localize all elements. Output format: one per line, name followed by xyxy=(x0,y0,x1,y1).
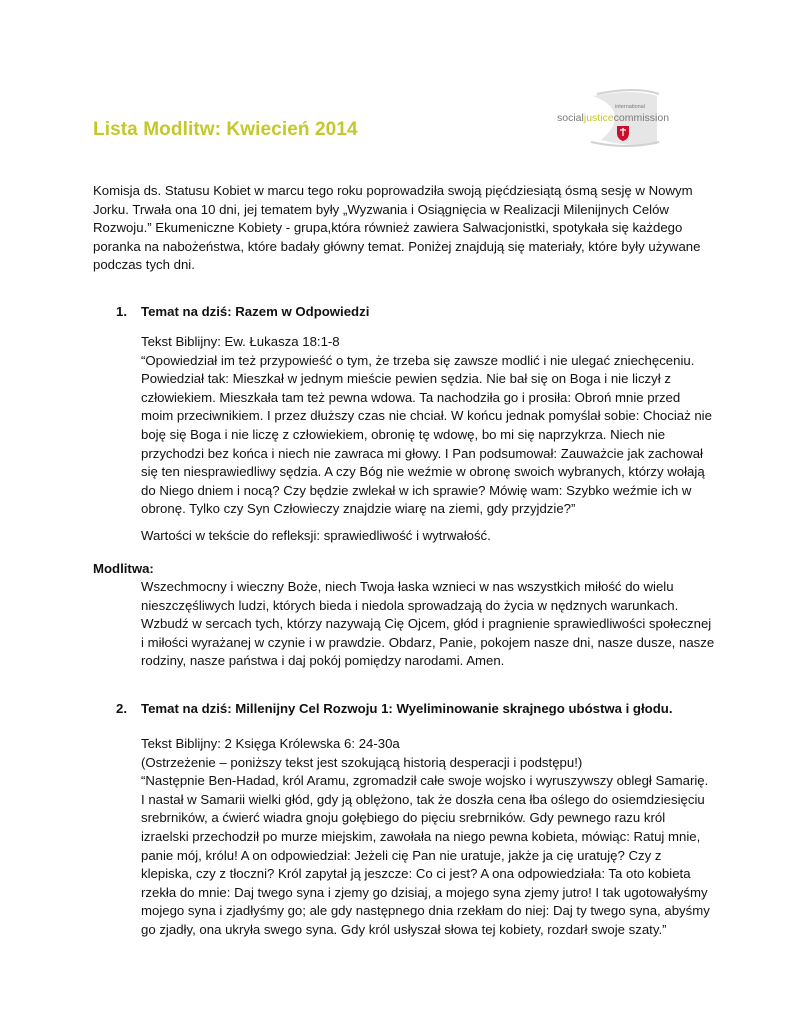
section-2-warning: (Ostrzeżenie – poniższy tekst jest szokującą historią desperacji i podstępu!) xyxy=(141,754,583,770)
scripture-line: panie mój, królu! A on odpowiedział: Jeżeli cię Pan nie uratuje, jakże ja cię uratuję? Czy z xyxy=(141,847,662,863)
scripture-line: boję się Boga i nie liczę z człowiekiem, obronię tę wdowę, bo mi się naprzykrza. Niech nie xyxy=(141,426,666,442)
section-1-number: 1. xyxy=(116,304,127,319)
page-title: Lista Modlitw: Kwiecień 2014 xyxy=(93,119,358,140)
scripture-line: moim przeciwnikiem. I przez dłuższy czas nie chciał. W końcu jednak pomyślał sobie: Chociaż nie xyxy=(141,408,712,424)
intro-line: Komisja ds. Statusu Kobiet w marcu tego roku poprowadziła swoją pięćdziesiątą ósmą sesję w Nowym xyxy=(93,183,693,198)
section-1-scripture xyxy=(141,333,712,519)
prayer-line: i miłości wyrażanej w czynie i w prawdzie. Obdarz, Panie, pokojem nasze dni, nasze dusze, nasze xyxy=(141,634,715,650)
scripture-line: przychodzi bez końca i niech nie zawraca mi głowy. I Pan podsumował: Zauważcie jak zachował xyxy=(141,445,703,461)
intro-line: poranka na nabożeństwa, które badały główny temat. Poniżej znajdują się materiały, które były używane xyxy=(93,238,701,254)
logo-word-social: social xyxy=(557,112,584,124)
section-1-values: Wartości w tekście do refleksji: sprawiedliwość i wytrwałość. xyxy=(141,528,491,543)
intro-paragraph xyxy=(93,182,700,275)
section-2-scripture xyxy=(141,735,710,940)
scripture-line: “Opowiedział im też przypowieść o tym, że trzeba się zawsze modlić i nie ulegać zniechęceniu. xyxy=(141,352,695,368)
intro-line: Jorku. Trwała ona 10 dni, jej tematem były „Wyzwania i Osiągnięcia w Realizacji Milenijnych Celów xyxy=(93,201,669,217)
prayer-line: rodziny, nasze państwa i daj pokój pomiędzy narodami. Amen. xyxy=(141,653,505,669)
scripture-line: srebrników, a ćwierć wiadra gnoju gołębiego do pięciu srebrników. Gdy pewnego razu król xyxy=(141,810,666,826)
scripture-line: klepiska, czy z tłoczni? Król zapytał ją jeszcze: Co ci jest? A ona odpowiedziała: Ta oto kobieta xyxy=(141,866,691,882)
scripture-line: Powiedział tak: Mieszkał w jednym mieście pewien sędzia. Nie bał się on Boga i nie liczył z xyxy=(141,371,671,387)
svg-text:socialjusticecommission xyxy=(557,112,669,124)
social-justice-commission-logo xyxy=(553,88,670,150)
scripture-line: izraelski przechodził po murze miejskim, zawołała na niego pewna kobieta, mówiąc: Ratuj mnie, xyxy=(141,828,701,844)
logo-small-text: international xyxy=(615,104,645,110)
scripture-line: go zjadły, ona ukryła swego syna. Gdy król usłyszał słowa tej kobiety, rozdarł swoje szaty.” xyxy=(141,921,667,937)
section-1-reference: Tekst Biblijny: Ew. Łukasza 18:1-8 xyxy=(141,334,340,349)
scripture-line: obronę. Tylko czy Syn Człowieczy znajdzie wiarę na ziemi, gdy przyjdzie?” xyxy=(141,501,576,517)
prayer-line: Wszechmocny i wieczny Boże, niech Twoja łaska wznieci w nas wszystkich miłość do wielu xyxy=(141,579,674,594)
logo-word-commission: commission xyxy=(613,112,670,124)
section-2-title: Temat na dziś: Millenijny Cel Rozwoju 1: Wyeliminowanie skrajnego ubóstwa i głodu. xyxy=(141,701,673,716)
section-1-title: Temat na dziś: Razem w Odpowiedzi xyxy=(141,304,370,319)
section-1-prayer xyxy=(141,578,714,671)
prayer-line: nieszczęśliwych ludzi, których bieda i niedola sprowadzają do życia w nędznych warunkach. xyxy=(141,597,679,613)
scripture-line: człowiekiem. Mieszkała tam też pewna wdowa. Ta nachodziła go i prosiła: Obroń mnie przed xyxy=(141,389,681,405)
logo-word-justice: justice xyxy=(583,112,614,124)
prayer-label: Modlitwa: xyxy=(93,561,154,576)
scripture-line: mojego syna i zjadłyśmy go; ale gdy następnego dnia rzekłam do niej: Daj ty twego syna, abyśmy xyxy=(141,903,710,919)
scripture-line: się ten niesprawiedliwy sędzia. A czy Bóg nie weźmie w obronę swoich wybranych, którzy wołają xyxy=(141,464,705,480)
section-2-reference: Tekst Biblijny: 2 Księga Królewska 6: 24-30a xyxy=(141,736,400,751)
scripture-line: I nastał w Samarii wielki głód, gdy ją oblężono, tak że doszła cena łba oślego do osiemdziesięciu xyxy=(141,791,705,807)
scripture-line: “Następnie Ben-Hadad, król Aramu, zgromadził całe swoje wojsko i wyruszywszy obległ Samarię. xyxy=(141,773,709,789)
prayer-line: Wzbudź w sercach tych, którzy nazywają Cię Ojcem, głód i pragnienie sprawiedliwości społecznej xyxy=(141,616,712,632)
scripture-line: rzekła do mnie: Daj twego syna i zjemy go dzisiaj, a mojego syna zjemy jutro! I tak ugotowałyśmy xyxy=(141,884,708,900)
section-2-number: 2. xyxy=(116,701,127,716)
scripture-line: do Niego dniem i nocą? Czy będzie zwlekał w ich sprawie? Mówię wam: Szybko weźmie ich w xyxy=(141,482,692,498)
intro-line: podczas tych dni. xyxy=(93,257,195,273)
intro-line: Rozwoju.” Ekumeniczne Kobiety - grupa,która również zawiera Salwacjonistki, spotykała się każdego xyxy=(93,220,683,236)
